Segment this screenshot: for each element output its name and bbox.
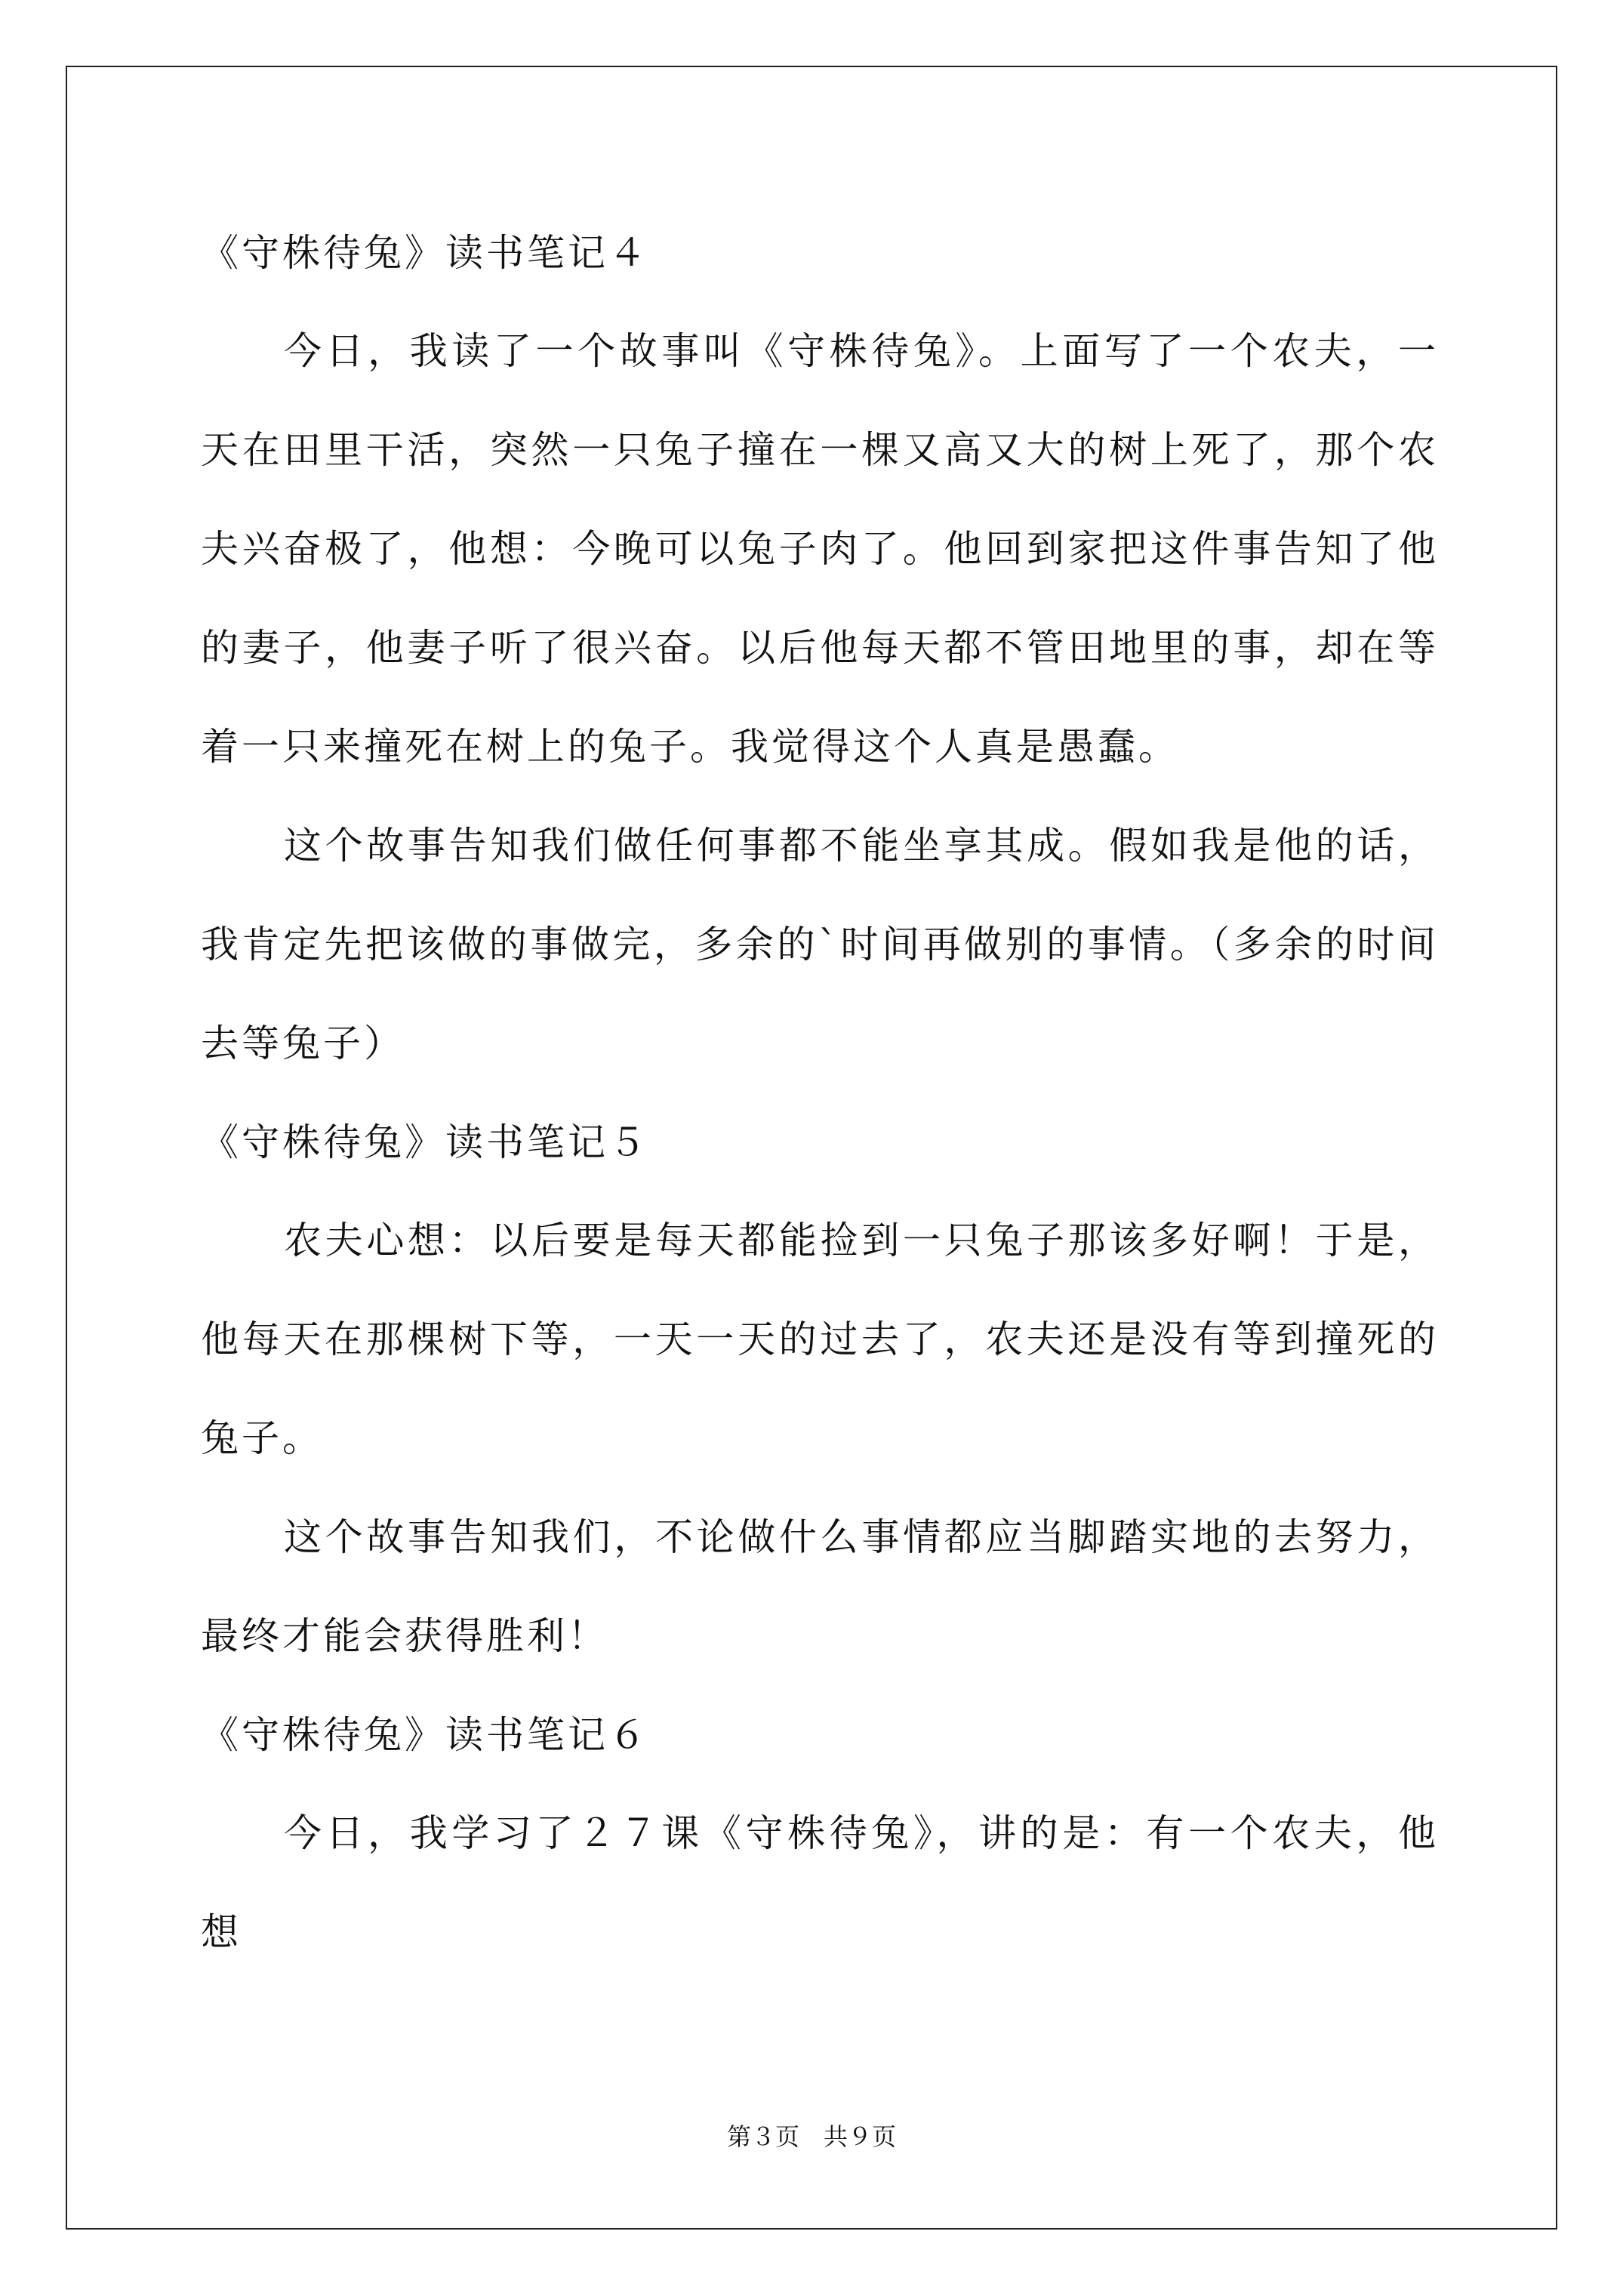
paragraph: 这个故事告知我们，不论做什么事情都应当脚踏实地的去努力，最终才能会获得胜利！ <box>201 1515 1439 1658</box>
paragraph: 农夫心想：以后要是每天都能捡到一只兔子那该多好啊！于是，他每天在那棵树下等，一天一天的过去了，农夫还是没有等到撞死的兔子。 <box>201 1219 1439 1460</box>
section-heading: 《守株待兔》读书笔记６ <box>201 1713 649 1757</box>
paragraph: 今日，我读了一个故事叫《守株待兔》。上面写了一个农夫，一天在田里干活，突然一只兔子撞在一棵又高又大的树上死了，那个农夫兴奋极了，他想：今晚可以兔子肉了。他回到家把这件事告知了他的妻子，他妻子听了很兴奋。以后他每天都不管田地里的事，却在等着一只来撞死在树上的兔子。我觉得这个人真是愚蠢。 <box>201 329 1439 769</box>
paragraph: 今日，我学习了２７课《守株待兔》，讲的是：有一个农夫，他想 <box>201 1811 1439 1954</box>
document-body <box>201 204 1439 1982</box>
paragraph: 这个故事告知我们做任何事都不能坐享其成。假如我是他的话，我肯定先把该做的事做完，多余的`时间再做别的事情。（多余的时间去等兔子） <box>201 824 1439 1065</box>
page-number-footer: 第３页 共９页 <box>726 2122 896 2151</box>
section-heading: 《守株待兔》读书笔记４ <box>201 231 649 275</box>
section-heading: 《守株待兔》读书笔记５ <box>201 1120 649 1164</box>
